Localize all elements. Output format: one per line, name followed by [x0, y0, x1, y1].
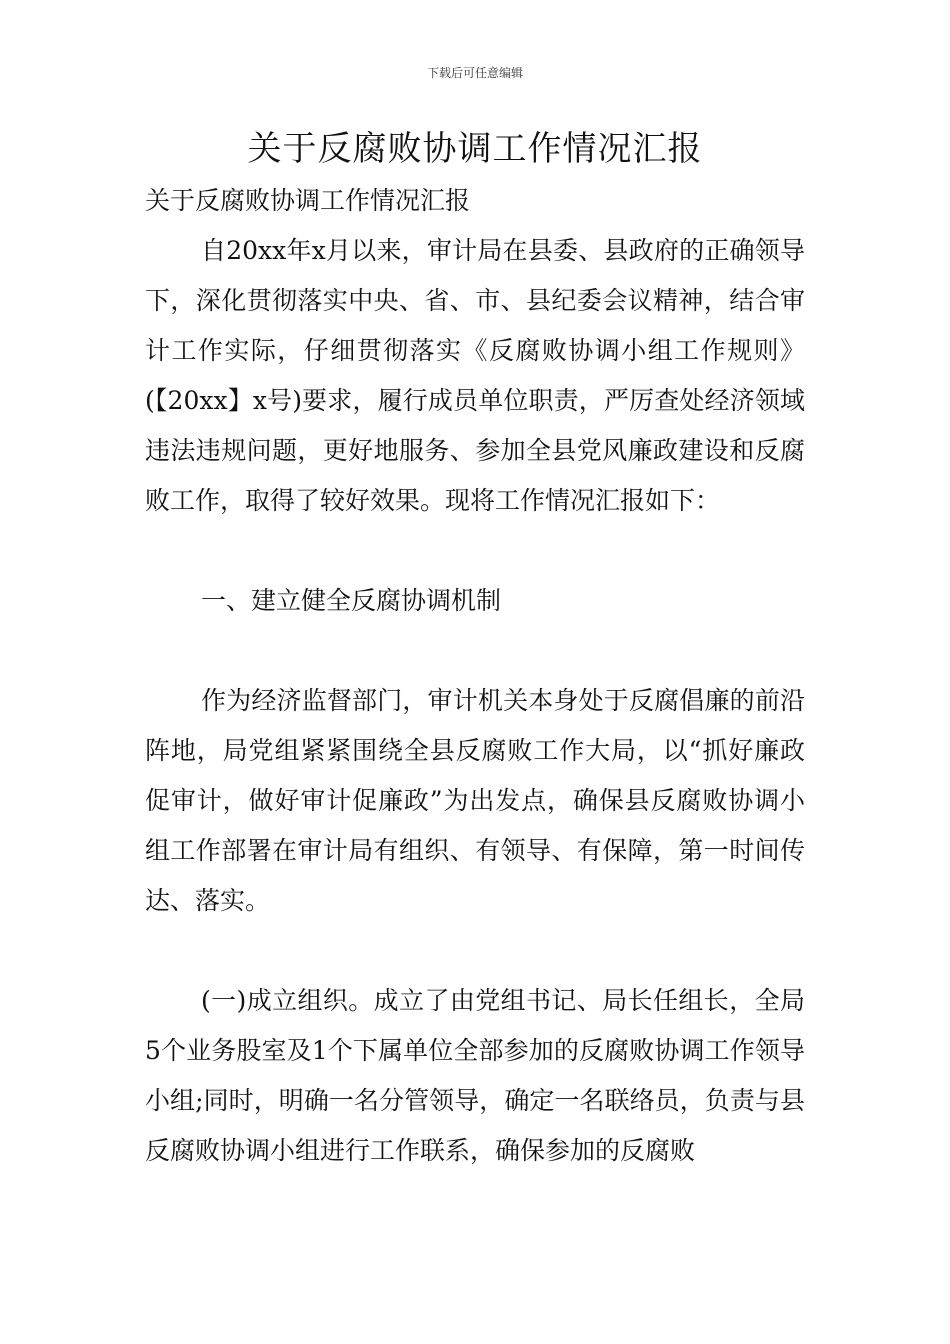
section-paragraph: 作为经济监督部门，审计机关本身处于反腐倡廉的前沿阵地，局党组紧紧围绕全县反腐败工作大局，以“抓好廉政促审计，做好审计促廉政”为出发点，确保县反腐败协调小组工作部署在审计局有组织、有领导、有保障，第一时间传达、落实。 [145, 686, 805, 915]
section-heading: 一、建立健全反腐协调机制 [201, 586, 502, 615]
paragraph-gap [145, 926, 805, 976]
intro-paragraph: 自20xx年x月以来，审计局在县委、县政府的正确领导下，深化贯彻落实中央、省、市、县纪委会议精神，结合审计工作实际，仔细贯彻落实《反腐败协调小组工作规则》(【20xx】x号)要求，履行成员单位职责，严厉查处经济领域违法违规问题，更好地服务、参加全县党风廉政建设和反腐败工作，取得了较好效果。现将工作情况汇报如下： [145, 236, 805, 515]
document-subtitle: 关于反腐败协调工作情况汇报 [145, 186, 471, 215]
paragraph-gap [145, 626, 805, 676]
paragraph-gap [145, 526, 805, 576]
subsection-paragraph: (一)成立组织。成立了由党组书记、局长任组长，全局5个业务股室及1个下属单位全部参加的反腐败协调工作领导小组;同时，明确一名分管领导，确定一名联络员，负责与县反腐败协调小组进行工作联系，确保参加的反腐败 [145, 986, 805, 1165]
document-body [145, 176, 805, 1176]
document-title: 关于反腐败协调工作情况汇报 [247, 129, 703, 169]
header-note: 下载后可任意编辑 [426, 66, 523, 80]
